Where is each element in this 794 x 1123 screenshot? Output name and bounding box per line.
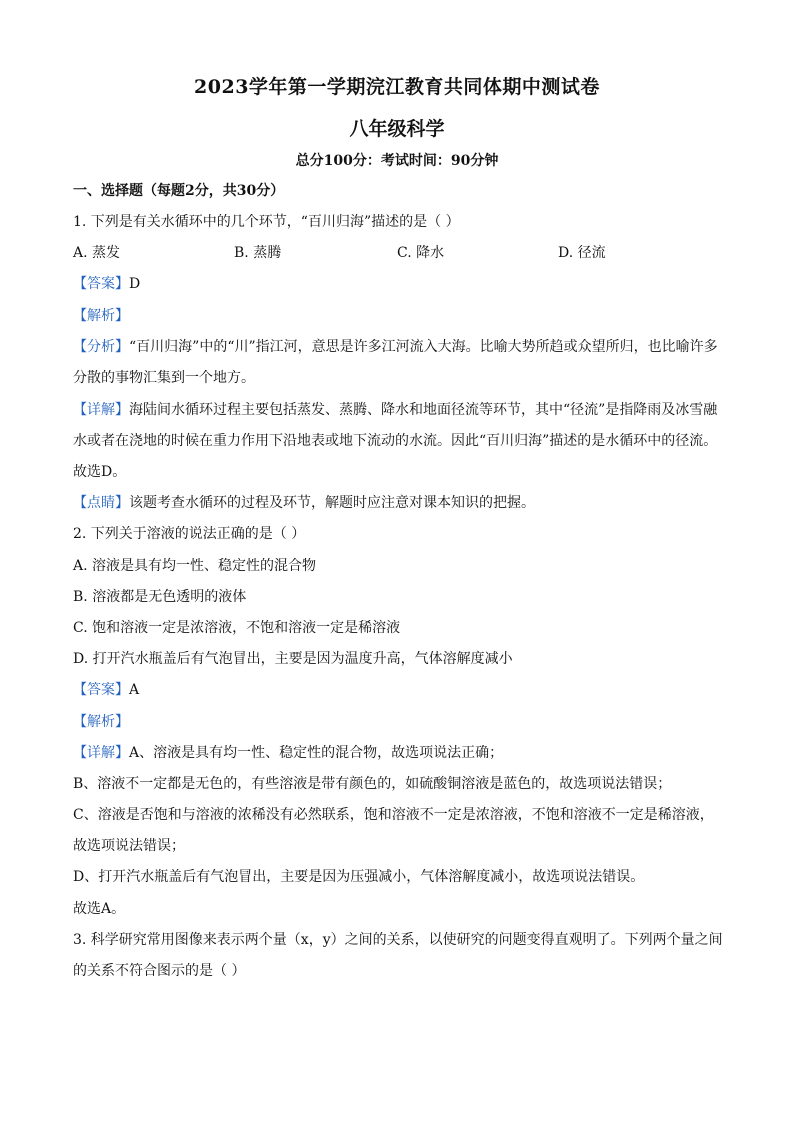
q3-stem-line-1: 3. 科学研究常用图像来表示两个量（x，y）之间的关系，以使研究的问题变得直观明了。下列两个量之间 [73,932,723,948]
q1-detail-line-2: 水或者在浇地的时候在重力作用下沿地表或地下流动的水流。因此“百川归海”描述的是水循环中的径流。 [73,433,718,449]
q2-option-a: A. 溶液是具有均一性、稳定性的混合物 [73,558,317,574]
q1-fenxi-line-1 [73,337,723,357]
fenxi-label: 【分析】 [73,339,129,355]
exam-subtitle: 八年级科学 [349,118,445,140]
analysis-label: 【解析】 [73,714,129,730]
exam-info: 总分100分：考试时间：90分钟 [295,153,499,169]
q1-detail-text-1: 海陆间水循环过程主要包括蒸发、蒸腾、降水和地面径流等环节，其中“径流”是指降雨及冰雪融 [129,402,718,418]
q1-stem: 1. 下列是有关水循环中的几个环节，“百川归海”描述的是（ ） [73,214,460,230]
q1-option-d: D. 径流 [558,245,606,261]
q1-answer: D [129,276,141,292]
section-heading: 一、选择题（每题2分，共30分） [73,183,285,199]
q2-detail-text-1: A、溶液是具有均一性、稳定性的混合物，故选项说法正确； [129,745,504,761]
q1-answer-line [73,274,723,294]
q2-analysis-line [73,712,723,732]
q2-answer: A [129,682,140,698]
q2-option-b: B. 溶液都是无色透明的液体 [73,589,247,605]
q1-fenxi-line-2: 分散的事物汇集到一个地方。 [73,370,255,386]
exam-title: 2023学年第一学期浣江教育共同体期中测试卷 [194,76,600,98]
answer-label: 【答案】 [73,276,129,292]
q2-detail-line-4: 故选项说法错误； [73,838,185,854]
q2-option-d: D. 打开汽水瓶盖后有气泡冒出，主要是因为温度升高，气体溶解度减小 [73,651,513,667]
q1-analysis-line [73,306,723,326]
q1-detail-line-3: 故选D。 [73,464,127,480]
q2-option-c: C. 饱和溶液一定是浓溶液，不饱和溶液一定是稀溶液 [73,620,401,636]
q2-detail-line-2: B、溶液不一定都是无色的，有些溶液是带有颜色的，如硫酸铜溶液是蓝色的，故选项说法错误； [73,776,672,792]
detail-label: 【详解】 [73,402,129,418]
q2-detail-line-3: C、溶液是否饱和与溶液的浓稀没有必然联系，饱和溶液不一定是浓溶液，不饱和溶液不一定是稀溶液， [73,807,714,823]
q1-detail-line-1 [73,400,723,420]
q1-option-a: A. 蒸发 [73,245,121,261]
analysis-label: 【解析】 [73,308,129,324]
q1-dianjing-text: 该题考查水循环的过程及环节，解题时应注意对课本知识的把握。 [129,495,535,511]
q1-dianjing-line [73,493,723,513]
q1-option-c: C. 降水 [397,245,445,261]
q2-answer-line [73,680,723,700]
dianjing-label: 【点睛】 [73,495,129,511]
answer-label: 【答案】 [73,682,129,698]
q2-stem: 2. 下列关于溶液的说法正确的是（ ） [73,526,306,542]
q1-fenxi-text-1: “百川归海”中的“川”指江河，意思是许多江河流入大海。比喻大势所趋或众望所归，也比喻许多 [129,339,718,355]
q2-detail-line-6: 故选A。 [73,901,126,917]
q1-option-b: B. 蒸腾 [234,245,282,261]
detail-label: 【详解】 [73,745,129,761]
q2-detail-line-1 [73,743,723,763]
q2-detail-line-5: D、打开汽水瓶盖后有气泡冒出，主要是因为压强减小，气体溶解度减小，故选项说法错误。 [73,869,645,885]
q3-stem-line-2: 的关系不符合图示的是（ ） [73,963,246,979]
